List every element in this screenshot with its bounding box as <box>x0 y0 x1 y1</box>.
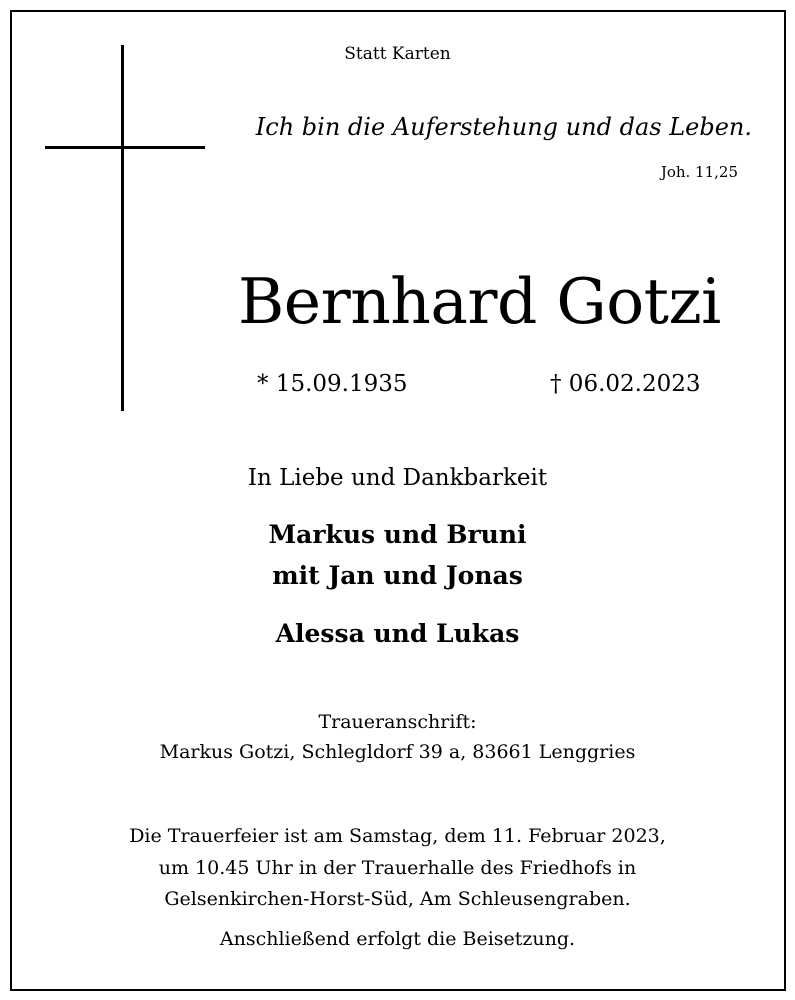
dedication-text: In Liebe und Dankbarkeit <box>247 465 548 491</box>
family-line: mit Jan und Jonas <box>272 561 523 590</box>
notice-header-text: Statt Karten <box>344 44 451 64</box>
funeral-info-line: um 10.45 Uhr in der Trauerhalle des Friedhofs in <box>158 857 637 879</box>
family-line: Alessa und Lukas <box>275 619 520 648</box>
cross-vertical-bar <box>121 45 124 411</box>
bible-verse-reference: Joh. 11,25 <box>660 163 738 181</box>
funeral-info-line: Die Trauerfeier ist am Samstag, dem 11. Februar 2023, <box>129 825 666 847</box>
bible-verse: Ich bin die Auferstehung und das Leben. <box>255 113 752 141</box>
family-line: Markus und Bruni <box>268 520 527 549</box>
funeral-info-line: Gelsenkirchen-Horst-Süd, Am Schleusengraben. <box>164 888 631 910</box>
deceased-name: Bernhard Gotzi <box>238 265 721 338</box>
birth-date: * 15.09.1935 <box>257 371 408 397</box>
address-label: Traueranschrift: <box>318 711 477 733</box>
cross-horizontal-bar <box>45 146 205 149</box>
burial-info: Anschließend erfolgt die Beisetzung. <box>219 928 576 950</box>
death-date: † 06.02.2023 <box>550 371 701 397</box>
notice-header <box>0 44 795 64</box>
mourning-address: Markus Gotzi, Schlegldorf 39 a, 83661 Lenggries <box>159 741 636 763</box>
